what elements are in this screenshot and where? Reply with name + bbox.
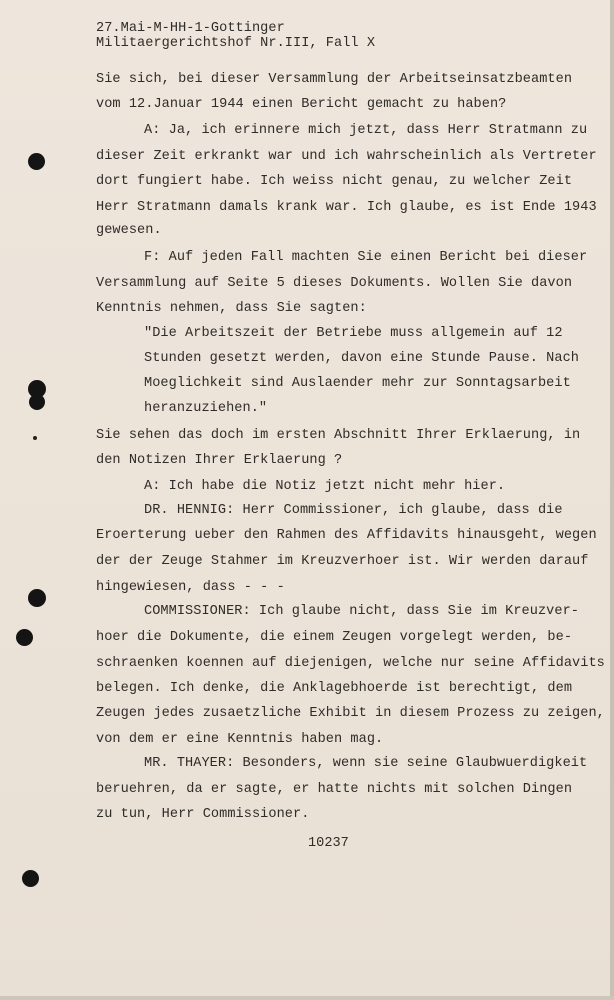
quoted-text-line: Moeglichkeit sind Auslaender mehr zur Sonntagsarbeit xyxy=(144,376,571,391)
text-line: von dem er eine Kenntnis haben mag. xyxy=(96,732,384,747)
text-line: den Notizen Ihrer Erklaerung ? xyxy=(96,453,343,468)
punch-hole xyxy=(28,589,46,607)
header-line-1: 27.Mai-M-HH-1-Gottinger xyxy=(96,21,285,36)
text-line: COMMISSIONER: Ich glaube nicht, dass Sie im Kreuzver- xyxy=(144,604,580,619)
text-line: DR. HENNIG: Herr Commissioner, ich glaube, dass die xyxy=(144,503,563,518)
text-line: MR. THAYER: Besonders, wenn sie seine Glaubwuerdigkeit xyxy=(144,756,588,771)
quoted-text-line: heranzuziehen." xyxy=(144,401,268,416)
punch-hole xyxy=(22,870,39,887)
text-line: A: Ja, ich erinnere mich jetzt, dass Herr Stratmann zu xyxy=(144,123,588,138)
text-line: hingewiesen, dass - - - xyxy=(96,580,285,595)
text-line: der der Zeuge Stahmer im Kreuzverhoer ist. Wir werden darauf xyxy=(96,554,589,569)
page-edge-shadow xyxy=(610,0,614,1000)
text-line: gewesen. xyxy=(96,223,162,238)
punch-hole xyxy=(29,394,45,410)
punch-hole xyxy=(16,629,33,646)
text-line: beruehren, da er sagte, er hatte nichts mit solchen Dingen xyxy=(96,782,573,797)
text-line: Herr Stratmann damals krank war. Ich glaube, es ist Ende 1943 xyxy=(96,200,597,215)
text-line: F: Auf jeden Fall machten Sie einen Bericht bei dieser xyxy=(144,250,588,265)
text-line: Kenntnis nehmen, dass Sie sagten: xyxy=(96,301,367,316)
quoted-text-line: "Die Arbeitszeit der Betriebe muss allgemein auf 12 xyxy=(144,326,563,341)
text-line: hoer die Dokumente, die einem Zeugen vorgelegt werden, be- xyxy=(96,630,573,645)
header-line-2: Militaergerichtshof Nr.III, Fall X xyxy=(96,36,376,51)
text-line: dort fungiert habe. Ich weiss nicht genau, zu welcher Zeit xyxy=(96,174,573,189)
text-line: Sie sich, bei dieser Versammlung der Arbeitseinsatzbeamten xyxy=(96,72,573,87)
text-line: zu tun, Herr Commissioner. xyxy=(96,807,310,822)
paper-speck xyxy=(33,436,37,440)
text-line: schraenken koennen auf diejenigen, welche nur seine Affidavits xyxy=(96,656,605,671)
text-line: dieser Zeit erkrankt war und ich wahrscheinlich als Vertreter xyxy=(96,149,597,164)
text-line: Zeugen jedes zusaetzliche Exhibit in diesem Prozess zu zeigen, xyxy=(96,706,605,721)
quoted-text-line: Stunden gesetzt werden, davon eine Stunde Pause. Nach xyxy=(144,351,580,366)
text-line: A: Ich habe die Notiz jetzt nicht mehr hier. xyxy=(144,479,506,494)
text-line: Eroerterung ueber den Rahmen des Affidavits hinausgeht, wegen xyxy=(96,528,597,543)
text-line: belegen. Ich denke, die Anklagebhoerde ist berechtigt, dem xyxy=(96,681,573,696)
text-line: vom 12.Januar 1944 einen Bericht gemacht zu haben? xyxy=(96,97,507,112)
page-edge-shadow-bottom xyxy=(0,996,614,1000)
text-line: Sie sehen das doch im ersten Abschnitt Ihrer Erklaerung, in xyxy=(96,428,581,443)
text-line: Versammlung auf Seite 5 dieses Dokuments. Wollen Sie davon xyxy=(96,276,573,291)
punch-hole xyxy=(28,153,45,170)
page-number: 10237 xyxy=(308,836,349,851)
